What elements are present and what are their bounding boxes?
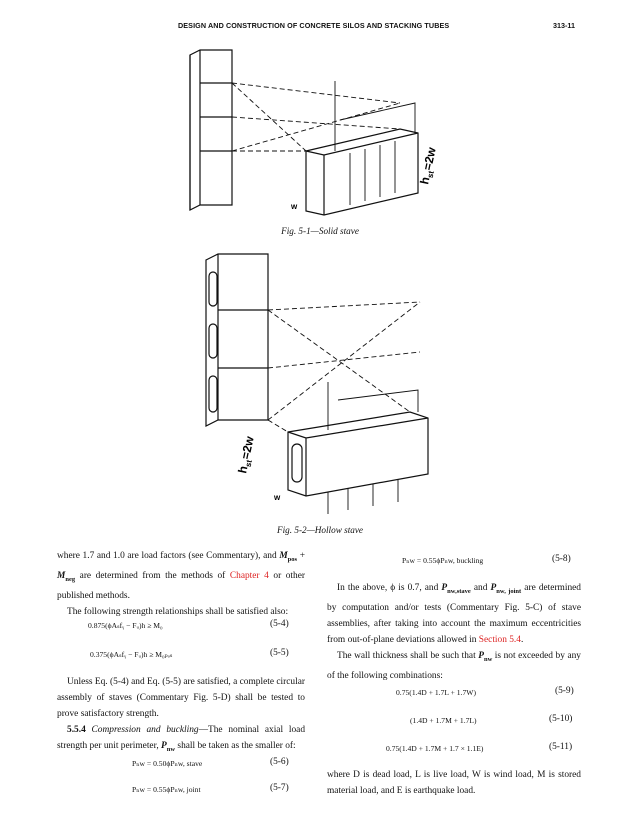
para-wall-thickness: The wall thickness shall be such that $P_{nw}$ is not exceeded by any of the following combinations: <box>327 650 581 681</box>
equation-5-5-number: (5-5) <box>270 648 289 658</box>
equation-5-11-number: (5-11) <box>549 742 573 752</box>
stave-panel <box>190 50 232 210</box>
header-title: DESIGN AND CONSTRUCTION OF CONCRETE SILOS AND STACKING TUBES <box>178 21 450 30</box>
equation-5-5: 0.375(ϕAₛfᵧ − Fᵤ)h ≥ M₀ₚₒₛ <box>90 650 173 659</box>
page-number: 313-11 <box>553 21 575 30</box>
equation-5-4-number: (5-4) <box>270 619 289 629</box>
equation-5-9: 0.75(1.4D + 1.7L + 1.7W) <box>396 688 476 697</box>
para-unless: Unless Eq. (5-4) and Eq. (5-5) are satisfied, a complete circular assembly of staves (Commentary Fig. 5-D) shall be tested to prove satisfactory strength. <box>57 677 305 719</box>
equation-5-11: 0.75(1.4D + 1.7M + 1.7 × 1.1E) <box>386 744 484 753</box>
para-load-factors: where 1.7 and 1.0 are load factors (see Commentary), and $M_{pos} + M_{neg}$ are determined from the methods of Chapter 4 or other published methods. <box>57 551 306 601</box>
fig2-caption: Fig. 5-2—Hollow stave <box>277 525 363 535</box>
equation-5-10: (1.4D + 1.7M + 1.7L) <box>410 716 477 725</box>
section-block <box>306 129 418 215</box>
right-column-text <box>327 580 581 684</box>
equation-5-8: Pₙw = 0.55ϕPₙw, buckling <box>402 556 484 565</box>
para-5-5-4: 5.5.4 Compression and buckling—The nominal axial load strength per unit perimeter, $P_{nw}$ shall be taken as the smaller of: <box>57 725 306 753</box>
equation-5-8-number: (5-8) <box>552 554 571 564</box>
equation-5-7: Pₙw = 0.55ϕPₙw, joint <box>132 785 201 794</box>
link-section-5-4[interactable]: Section 5.4 <box>478 634 521 645</box>
equation-5-9-number: (5-9) <box>555 686 574 696</box>
para-strength: The following strength relationships shall be satisfied also: <box>67 606 289 617</box>
equation-5-7-number: (5-7) <box>270 783 289 793</box>
hollow-section-block <box>288 412 428 496</box>
left-column-text-2 <box>57 674 305 758</box>
equation-5-6: Pₙw = 0.50ϕPₙw, stave <box>132 759 203 768</box>
dim-w-label-2: w <box>274 493 281 502</box>
left-column-text <box>57 548 305 620</box>
figure-hollow-stave <box>188 252 458 520</box>
link-chapter-4[interactable]: Chapter 4 <box>229 570 269 581</box>
dim-w-label: w <box>291 202 298 211</box>
equation-5-6-number: (5-6) <box>270 757 289 767</box>
equation-5-10-number: (5-10) <box>549 714 573 724</box>
dim-h-label: $h_{st}=2w$ <box>417 146 439 186</box>
dim-h-label-2: $h_{st}=2w$ <box>235 435 257 475</box>
figure-solid-stave <box>160 45 460 220</box>
running-header <box>0 21 638 35</box>
para-where-D: where D is dead load, L is live load, W is wind load, M is stored material load, and E is earthquake load. <box>327 770 581 796</box>
hollow-stave-panel <box>206 254 268 426</box>
right-column-text-2 <box>327 767 581 799</box>
para-phi: In the above, ϕ is 0.7, and $P_{nw,stave}$ and $P_{nw, joint}$ are determined by computation and/or tests (Commentary Fig. 5-C) of stave assemblies, after taking into account the maximum eccentricities from out-of-plane deviations allowed in Section 5.4. <box>327 583 581 645</box>
fig1-caption: Fig. 5-1—Solid stave <box>281 226 359 236</box>
equation-5-4: 0.875(ϕAₛfᵧ − Fᵤ)h ≥ M₀ <box>88 621 163 630</box>
